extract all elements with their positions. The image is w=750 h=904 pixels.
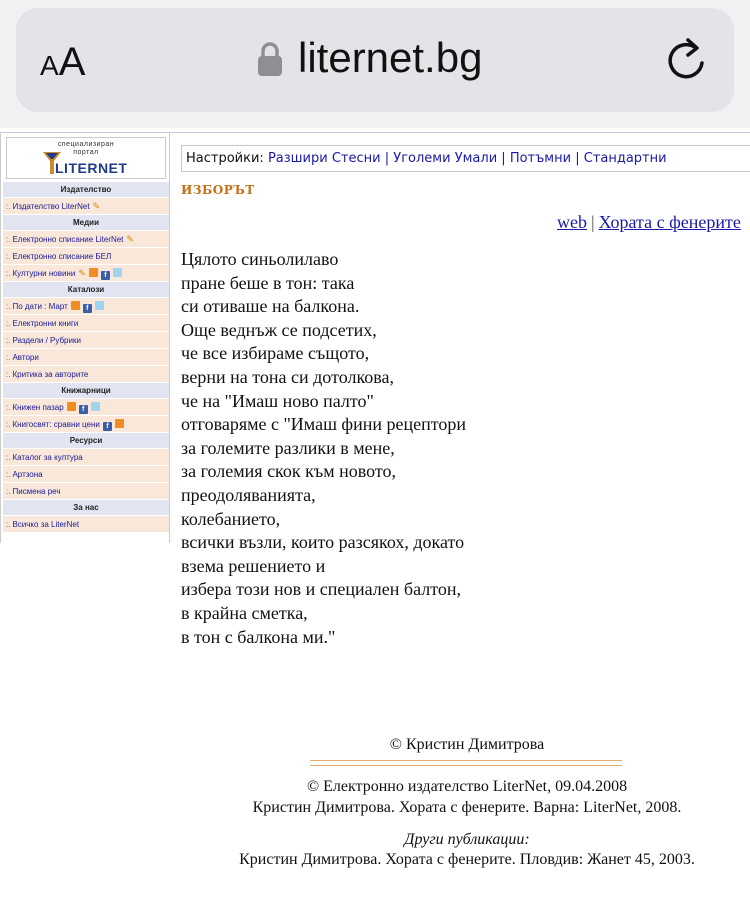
sidebar-item-label: Културни новини (12, 269, 76, 278)
pen-icon: ✎ (92, 201, 101, 211)
poem-line: за големия скок към новото, (181, 461, 396, 482)
sidebar-item[interactable] (3, 332, 169, 349)
poem-text (181, 248, 466, 649)
facebook-icon[interactable]: f (101, 271, 110, 280)
sidebar-item-label: Книжен пазар (12, 403, 64, 412)
sidebar-section-heading: За нас (3, 500, 169, 516)
rss-icon[interactable] (71, 301, 80, 310)
sidebar-item[interactable] (3, 516, 169, 533)
aa-big-label: A (58, 40, 86, 84)
logo-tagline-2: портал (73, 149, 99, 156)
facebook-icon[interactable]: f (79, 405, 88, 414)
reader-text-size-button[interactable] (40, 40, 85, 85)
sidebar-item-label: Електронно списание БЕЛ (12, 252, 112, 261)
poem-line: Цялото синьолилаво (181, 249, 339, 269)
sidebar-section-heading: Книжарници (3, 383, 169, 399)
browser-toolbar (0, 0, 750, 128)
sidebar-item[interactable] (3, 466, 169, 483)
sidebar-item-bullet: :. (6, 235, 11, 244)
poem-line: пране беше в тон: така (181, 272, 355, 293)
sidebar-item[interactable] (3, 265, 169, 282)
poem-line: верни на тона си дотолкова, (181, 366, 395, 387)
sidebar-item-bullet: :. (6, 202, 11, 211)
poem-line: в крайна сметка, (181, 602, 308, 623)
sidebar-item-bullet: :. (6, 252, 11, 261)
sidebar-item[interactable] (3, 315, 169, 332)
article-links (557, 212, 741, 233)
aa-small-label: A (40, 50, 59, 81)
sidebar-item[interactable] (3, 231, 169, 248)
web-link[interactable]: web (557, 212, 587, 232)
rss-icon[interactable] (89, 268, 98, 277)
narrower-link[interactable]: Стесни (331, 151, 381, 166)
reload-icon[interactable] (666, 36, 708, 82)
sidebar-item-bullet: :. (6, 353, 11, 362)
sidebar (0, 133, 170, 543)
facebook-icon[interactable]: f (83, 304, 92, 313)
sidebar-item-bullet: :. (6, 453, 11, 462)
settings-bar (181, 145, 750, 172)
sidebar-item-label: Артзона (12, 470, 43, 479)
poem-line: всички възли, които разсякох, докато (181, 532, 465, 553)
sidebar-item-bullet: :. (6, 420, 11, 429)
poem-line: преодоляванията, (181, 484, 316, 505)
sidebar-item-label: Раздели / Рубрики (12, 336, 81, 345)
poem-line: взема решението и (181, 555, 326, 576)
sidebar-item[interactable] (3, 298, 169, 315)
author-copyright: © Кристин Димитрова (389, 736, 545, 753)
rss-icon[interactable] (115, 419, 124, 428)
sidebar-item[interactable] (3, 449, 169, 466)
links-sep: | (591, 212, 595, 232)
settings-sep-2: | (501, 151, 506, 166)
poem-line: че на "Имаш ново палто" (181, 390, 374, 411)
twitter-icon[interactable] (91, 402, 100, 411)
sidebar-item[interactable] (3, 349, 169, 366)
sidebar-item-bullet: :. (6, 403, 11, 412)
sidebar-section-heading: Каталози (3, 282, 169, 298)
settings-sep-3: | (575, 151, 580, 166)
logo-tagline-1: специализиран (57, 141, 115, 148)
sidebar-item-label: Електронно списание LiterNet (12, 235, 124, 244)
poem-line: Още веднъж се подсетих, (181, 319, 377, 340)
lock-icon (257, 40, 283, 78)
sidebar-section-heading: Медии (3, 215, 169, 231)
sidebar-item[interactable] (3, 248, 169, 265)
poem-line: колебанието, (181, 508, 281, 529)
sidebar-item-label: Книгосвят: сравни цени (12, 420, 100, 429)
other-publication-citation: Кристин Димитрова. Хората с фенерите. Пловдив: Жанет 45, 2003. (239, 851, 695, 868)
sidebar-item[interactable] (3, 198, 169, 215)
poem-line: че все избираме същото, (181, 343, 370, 364)
sidebar-item-bullet: :. (6, 470, 11, 479)
facebook-icon[interactable]: f (103, 422, 112, 431)
sidebar-section-heading: Издателство (3, 182, 169, 198)
sidebar-item-label: Електронни книги (12, 319, 79, 328)
sidebar-item[interactable] (3, 366, 169, 383)
literNet-logo[interactable] (6, 137, 166, 179)
sidebar-item-bullet: :. (6, 269, 11, 278)
poem-line: си отиваше на балкона. (181, 296, 360, 317)
wider-link[interactable]: Разшири (267, 151, 328, 166)
sidebar-item-bullet: :. (6, 520, 11, 529)
settings-label: Настройки: (186, 151, 264, 166)
url-text[interactable]: liternet.bg (298, 34, 483, 81)
poem-line: избера този нов и специален балтон, (181, 579, 461, 600)
book-link[interactable]: Хората с фенерите (598, 212, 741, 232)
sidebar-item[interactable] (3, 483, 169, 500)
sidebar-item-label: Автори (12, 353, 39, 362)
page-title: ИЗБОРЪТ (181, 183, 255, 197)
sidebar-item-label: Критика за авторите (12, 370, 89, 379)
sidebar-item-label: По дати : Март (12, 302, 68, 311)
sidebar-section-heading: Ресурси (3, 433, 169, 449)
sidebar-nav (3, 182, 169, 533)
pen-icon: ✎ (78, 268, 86, 278)
sidebar-item-bullet: :. (6, 336, 11, 345)
sidebar-item-bullet: :. (6, 319, 11, 328)
sidebar-item[interactable] (3, 399, 169, 416)
sidebar-item-label: Всичко за LiterNet (12, 520, 80, 529)
sidebar-item-bullet: :. (6, 302, 11, 311)
other-publications-label: Други публикации: (404, 831, 530, 848)
logo-brand: LITERNET (55, 160, 128, 176)
smaller-link[interactable]: Умали (454, 151, 498, 166)
sidebar-item-bullet: :. (6, 487, 11, 496)
settings-sep-1: | (384, 151, 390, 166)
publisher-copyright: © Електронно издателство LiterNet, 09.04.2008 (306, 778, 628, 795)
footer-divider-bottom (310, 765, 622, 766)
twitter-icon[interactable] (95, 301, 104, 310)
book-citation: Кристин Димитрова. Хората с фенерите. Варна: LiterNet, 2008. (252, 799, 682, 816)
footer-divider-top (310, 760, 622, 761)
rss-icon[interactable] (67, 402, 76, 411)
sidebar-item-bullet: :. (6, 370, 11, 379)
sidebar-item-label: Издателство LiterNet (12, 202, 90, 211)
poem-line: в тон с балкона ми." (181, 626, 336, 647)
sidebar-item-label: Писмена реч (12, 487, 61, 496)
poem-line: за големите разлики в мене, (181, 437, 395, 458)
sidebar-item-label: Каталог за култура (12, 453, 83, 462)
pen-icon: ✎ (126, 234, 134, 244)
standard-link[interactable]: Стандартни (583, 151, 667, 166)
darker-link[interactable]: Потъмни (509, 151, 572, 166)
sidebar-item[interactable] (3, 416, 169, 433)
poem-line: отговаряме с "Имаш фини рецептори (181, 414, 466, 435)
twitter-icon[interactable] (113, 268, 122, 277)
bigger-link[interactable]: Уголеми (393, 151, 451, 166)
